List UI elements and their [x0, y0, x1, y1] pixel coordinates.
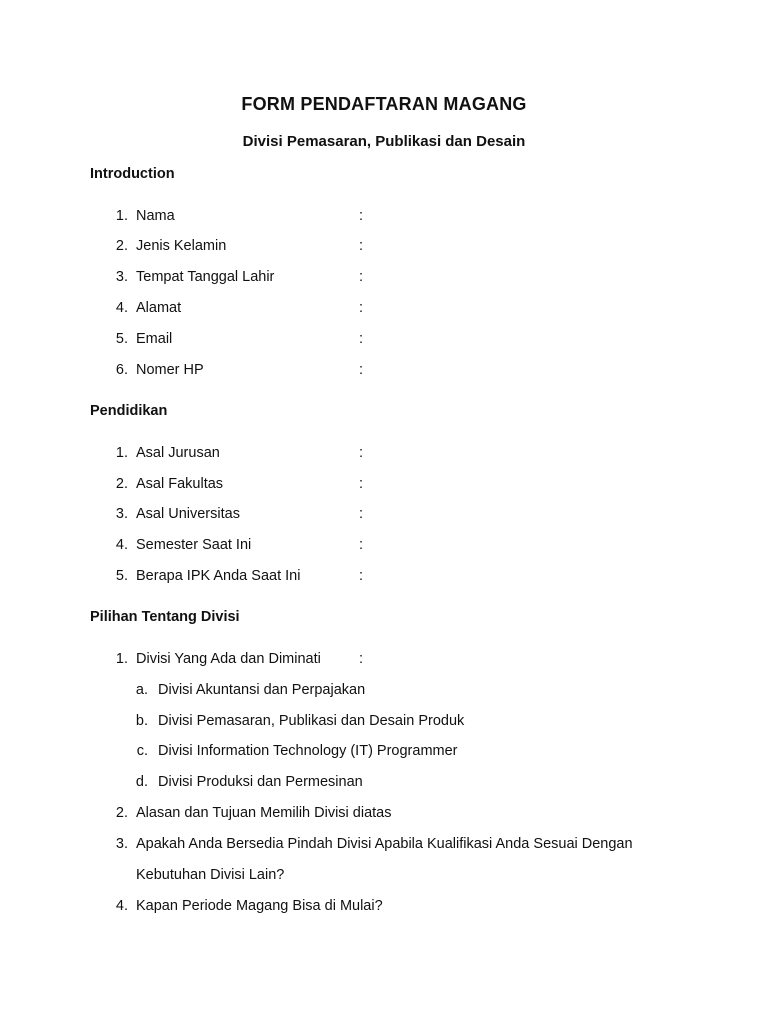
list-number: 6. [115, 362, 128, 378]
list-number: 2. [115, 476, 128, 492]
list-colon: : [359, 238, 364, 254]
list-label-continuation: Kebutuhan Divisi Lain? [136, 867, 285, 883]
list-colon: : [359, 506, 364, 522]
sub-list-letter: b. [135, 713, 148, 729]
sub-list-letter: c. [136, 743, 148, 759]
list-label: Asal Fakultas [136, 476, 224, 492]
list-number: 1. [115, 445, 128, 461]
sub-list-label: Divisi Akuntansi dan Perpajakan [158, 682, 366, 698]
list-label: Jenis Kelamin [136, 238, 227, 254]
list-number: 4. [115, 300, 128, 316]
list-label: Nomer HP [136, 362, 204, 378]
list-number: 4. [115, 537, 128, 553]
list-colon: : [359, 568, 364, 584]
section-heading-introduction: Introduction [90, 166, 175, 182]
sub-list-letter: a. [135, 682, 148, 698]
list-colon: : [359, 331, 364, 347]
list-label: Divisi Yang Ada dan Diminati [136, 651, 321, 667]
list-colon: : [359, 445, 364, 461]
list-label: Apakah Anda Bersedia Pindah Divisi Apabila Kualifikasi Anda Sesuai Dengan [136, 836, 633, 852]
sub-list-label: Divisi Pemasaran, Publikasi dan Desain Produk [158, 713, 465, 729]
list-colon: : [359, 537, 364, 553]
sub-list-label: Divisi Information Technology (IT) Programmer [158, 743, 458, 759]
list-number: 1. [115, 651, 128, 667]
list-number: 3. [115, 506, 128, 522]
list-number: 1. [115, 208, 128, 224]
list-number: 5. [115, 331, 128, 347]
list-label: Alasan dan Tujuan Memilih Divisi diatas [136, 805, 392, 821]
list-colon: : [359, 362, 364, 378]
list-label: Asal Universitas [136, 506, 240, 522]
list-colon: : [359, 300, 364, 316]
list-label: Asal Jurusan [136, 445, 220, 461]
list-label: Tempat Tanggal Lahir [136, 269, 275, 285]
list-colon: : [359, 269, 364, 285]
list-label: Kapan Periode Magang Bisa di Mulai? [136, 898, 383, 914]
section-heading-pendidikan: Pendidikan [90, 403, 168, 419]
list-number: 2. [115, 238, 128, 254]
list-label: Berapa IPK Anda Saat Ini [136, 568, 301, 584]
list-number: 2. [115, 805, 128, 821]
list-colon: : [359, 208, 364, 224]
page-title: FORM PENDAFTARAN MAGANG [241, 94, 527, 114]
sub-list-label: Divisi Produksi dan Permesinan [158, 774, 363, 790]
sub-list-letter: d. [135, 774, 148, 790]
list-colon: : [359, 476, 364, 492]
section-heading-pilihan-divisi: Pilihan Tentang Divisi [90, 609, 240, 625]
list-label: Alamat [136, 300, 182, 316]
list-colon: : [359, 651, 364, 667]
list-number: 5. [115, 568, 128, 584]
list-number: 3. [115, 269, 128, 285]
list-label: Semester Saat Ini [136, 537, 252, 553]
list-number: 3. [115, 836, 128, 852]
page-subtitle: Divisi Pemasaran, Publikasi dan Desain [242, 133, 526, 150]
list-label: Nama [136, 208, 175, 224]
list-label: Email [136, 331, 173, 347]
list-number: 4. [115, 898, 128, 914]
